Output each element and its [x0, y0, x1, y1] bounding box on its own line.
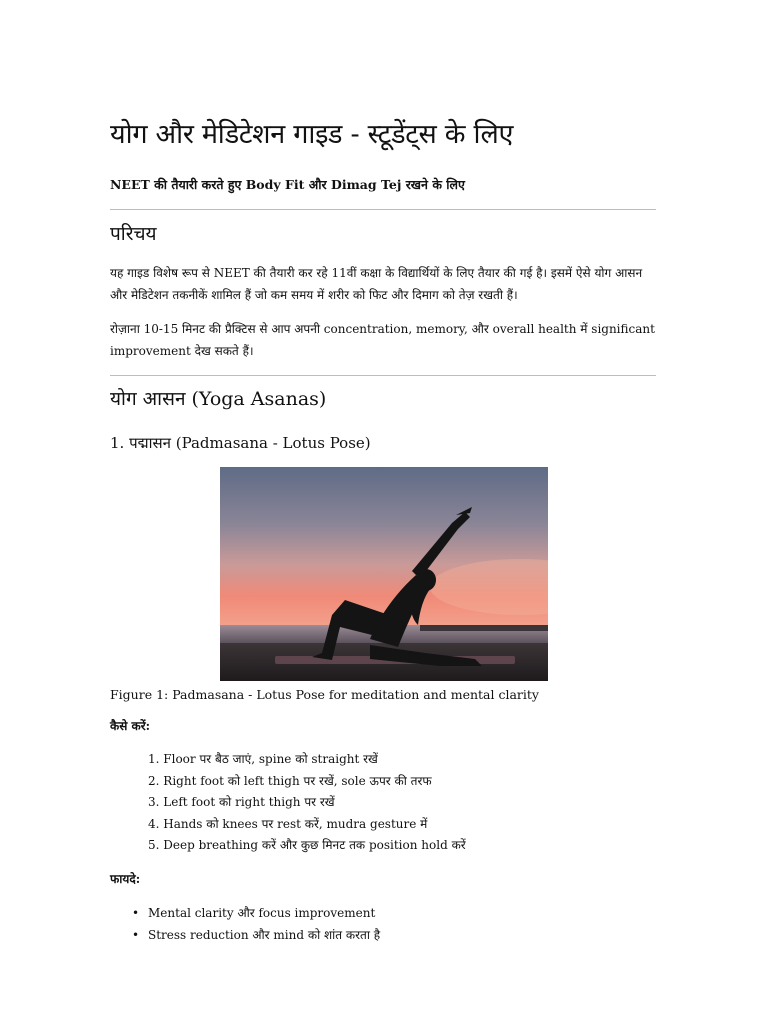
list-item: • Stress reduction और mind को शांत करता है: [148, 925, 380, 947]
list-item: 4. Hands को knees पर rest करें, mudra gesture में: [148, 816, 428, 831]
steps-list: [148, 749, 466, 857]
asanas-heading: योग आसन (Yoga Asanas): [110, 388, 327, 410]
list-item: 3. Left foot को right thigh पर रखें: [148, 795, 335, 809]
benefits-list: [132, 903, 381, 946]
bullet-icon: •: [132, 927, 140, 942]
yoga-pose-photo: [220, 467, 548, 681]
intro-paragraph: यह गाइड विशेष रूप से NEET की तैयारी कर रहे 11वीं कक्षा के विद्यार्थियों के लिए तैयार की गई है। इसमें ऐसे योग आसन और मेडिटेशन तकनीकें शामिल हैं जो कम समय में शरीर को फिट और दिमाग को तेज़ रखती हैं।: [110, 266, 643, 302]
intro-paragraph: रोज़ाना 10-15 मिनट की प्रैक्टिस से आप अपनी concentration, memory, और overall health में significant improvement देख सकते हैं।: [110, 322, 655, 358]
divider: [110, 375, 656, 376]
divider: [110, 209, 656, 210]
how-to-label: कैसे करें:: [110, 719, 151, 733]
benefits-label: फायदे:: [110, 872, 141, 886]
list-item: 2. Right foot को left thigh पर रखें, sole ऊपर की तरफ: [148, 773, 432, 788]
bullet-icon: •: [132, 906, 140, 920]
pose-heading: 1. पद्मासन (Padmasana - Lotus Pose): [110, 434, 371, 452]
list-item: 1. Floor पर बैठ जाएं, spine को straight रखें: [148, 752, 378, 766]
list-item: 5. Deep breathing करें और कुछ मिनट तक position hold करें: [148, 838, 466, 852]
figure-caption: Figure 1: Padmasana - Lotus Pose for meditation and mental clarity: [110, 687, 539, 702]
intro-heading: परिचय: [110, 223, 157, 245]
list-item: • Mental clarity और focus improvement: [148, 903, 380, 925]
document-subtitle: NEET की तैयारी करते हुए Body Fit और Dimag Tej रखने के लिए: [110, 177, 465, 192]
document-title: योग और मेडिटेशन गाइड - स्टूडेंट्स के लिए: [110, 119, 514, 150]
